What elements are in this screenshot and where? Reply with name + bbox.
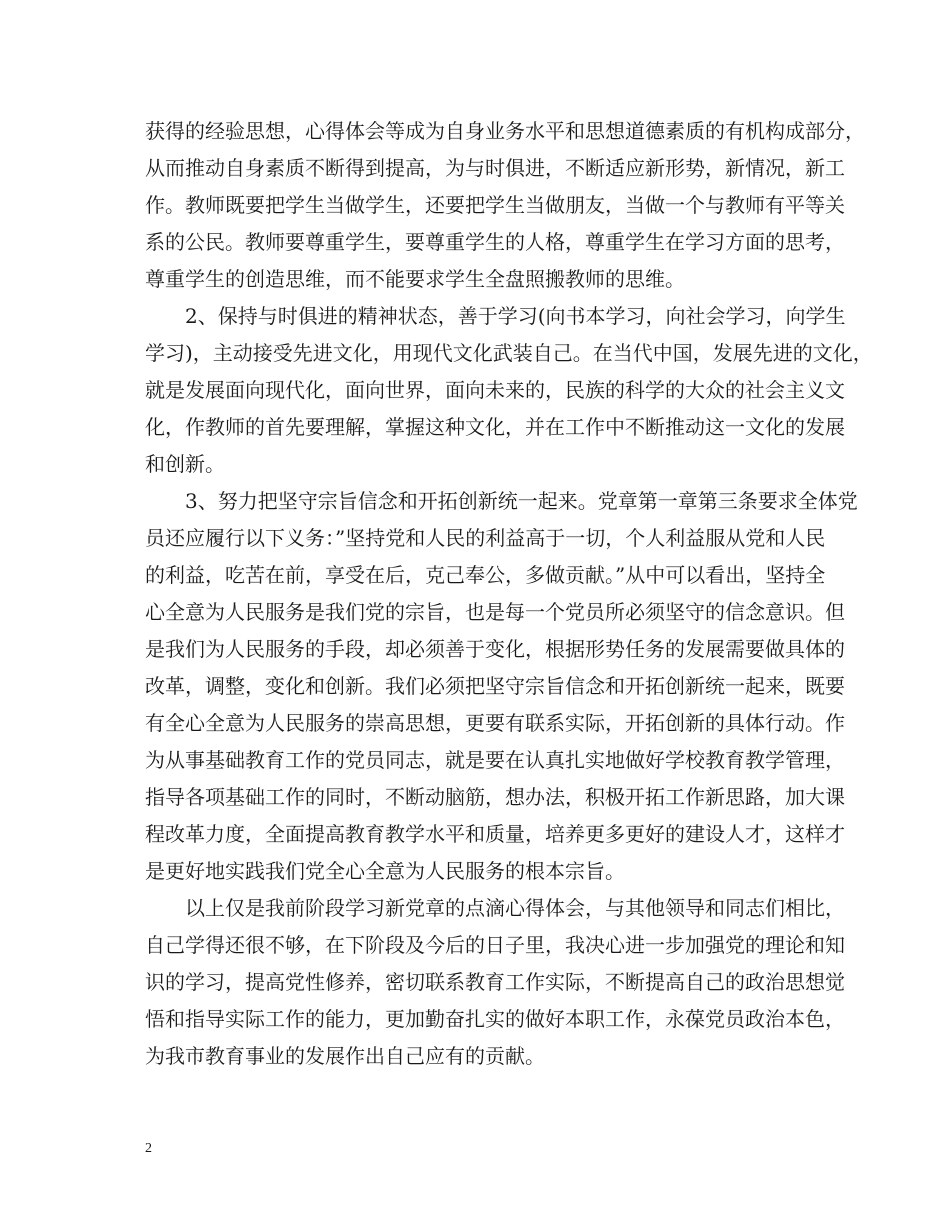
text-line: 有全心全意为人民服务的崇高思想，更要有联系实际，开拓创新的具体行动。作 [145, 711, 845, 735]
text-line: 自己学得还很不够，在下阶段及今后的日子里，我决心进一步加强党的理论和知 [145, 933, 845, 957]
text-line: 改革，调整，变化和创新。我们必须把坚守宗旨信念和开拓创新统一起来，既要 [145, 674, 845, 698]
text-line: 以上仅是我前阶段学习新党章的点滴心得体会，与其他领导和同志们相比， [185, 896, 845, 920]
text-line: 获得的经验思想，心得体会等成为自身业务水平和思想道德素质的有机构成部分， [145, 119, 865, 143]
text-line: 为从事基础教育工作的党员同志，就是要在认真扎实地做好学校教育教学管理， [145, 748, 845, 772]
text-line: 是我们为人民服务的手段，却必须善于变化，根据形势任务的发展需要做具体的 [145, 637, 845, 661]
text-line: 心全意为人民服务是我们党的宗旨，也是每一个党员所必须坚守的信念意识。但 [145, 600, 845, 624]
text-line: 2、保持与时俱进的精神状态，善于学习(向书本学习，向社会学习，向学生 [185, 304, 846, 328]
text-line: 就是发展面向现代化，面向世界，面向未来的，民族的科学的大众的社会主义文 [145, 378, 845, 402]
text-line: 为我市教育事业的发展作出自己应有的贡献。 [145, 1044, 545, 1068]
text-line: 指导各项基础工作的同时，不断动脑筋，想办法，积极开拓工作新思路，加大课 [145, 785, 845, 809]
text-line: 悟和指导实际工作的能力，更加勤奋扎实的做好本职工作，永葆党员政治本色， [145, 1007, 845, 1031]
text-line: 化，作教师的首先要理解，掌握这种文化，并在工作中不断推动这一文化的发展 [145, 415, 845, 439]
text-line: 和创新。 [145, 452, 225, 476]
text-line: 作。教师既要把学生当做学生，还要把学生当做朋友，当做一个与教师有平等关 [145, 193, 845, 217]
text-line: 的利益，吃苦在前，享受在后，克己奉公，多做贡献。”从中可以看出，坚持全 [145, 563, 826, 587]
text-line: 程改革力度，全面提高教育教学水平和质量，培养更多更好的建设人才，这样才 [145, 822, 845, 846]
page-number: 2 [145, 1141, 152, 1156]
text-line: 尊重学生的创造思维，而不能要求学生全盘照搬教师的思维。 [145, 267, 685, 291]
text-line: 员还应履行以下义务：”坚持党和人民的利益高于一切，个人利益服从党和人民 [145, 526, 826, 550]
text-line: 从而推动自身素质不断得到提高，为与时俱进，不断适应新形势，新情况，新工 [145, 156, 845, 180]
text-line: 学习)，主动接受先进文化，用现代文化武装自己。在当代中国，发展先进的文化， [145, 341, 873, 365]
text-line: 系的公民。教师要尊重学生，要尊重学生的人格，尊重学生在学习方面的思考， [145, 230, 845, 254]
text-line: 是更好地实践我们党全心全意为人民服务的根本宗旨。 [145, 859, 625, 883]
text-line: 识的学习，提高党性修养，密切联系教育工作实际，不断提高自己的政治思想觉 [145, 970, 845, 994]
text-line: 3、努力把坚守宗旨信念和开拓创新统一起来。党章第一章第三条要求全体党 [185, 489, 858, 513]
